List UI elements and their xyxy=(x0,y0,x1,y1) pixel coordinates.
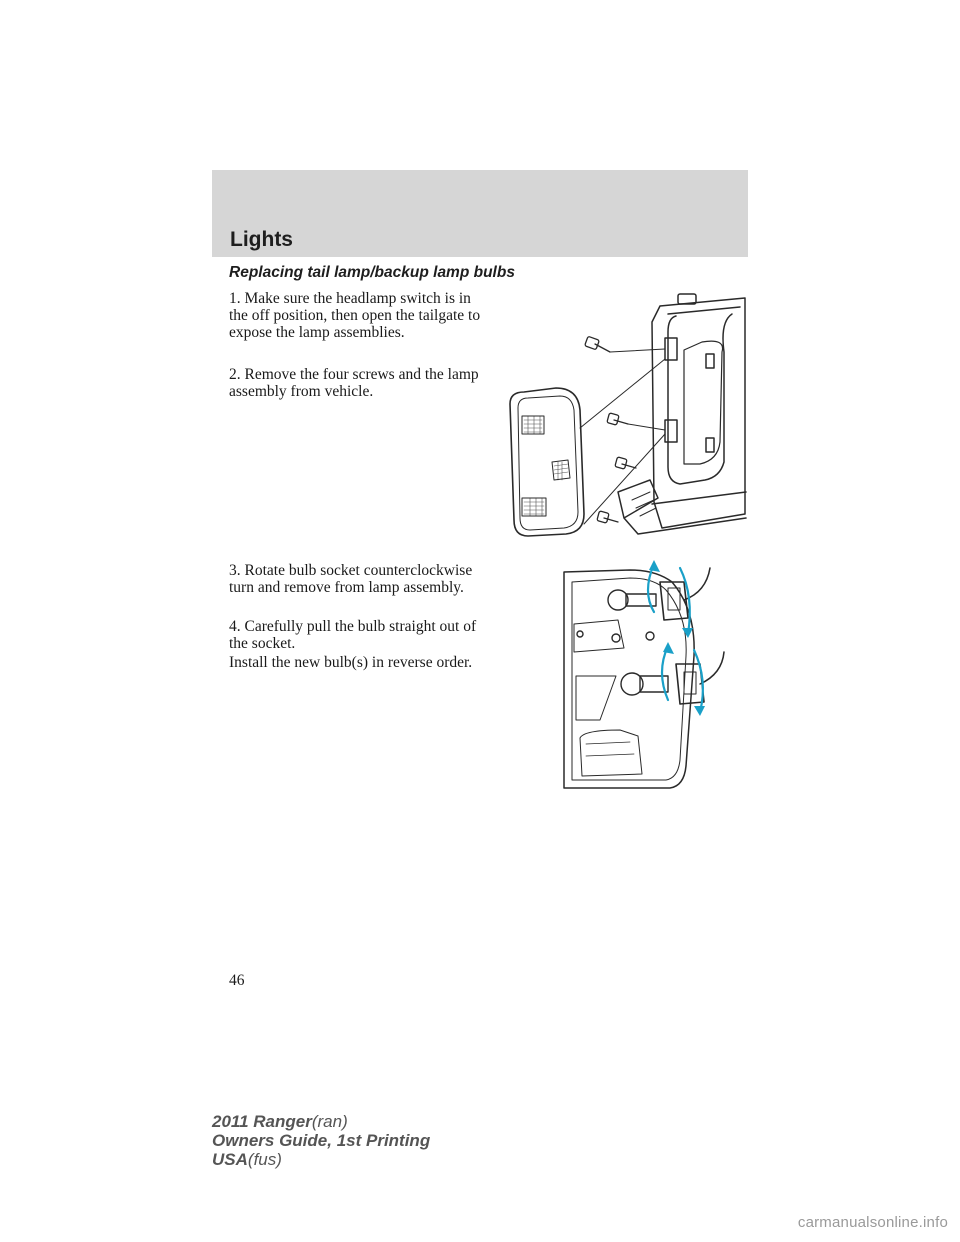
tail-lamp-removal-illustration xyxy=(500,292,750,542)
bulb-socket-rotation-illustration xyxy=(560,560,740,792)
step-4-text: 4. Carefully pull the bulb straight out of the socket. xyxy=(229,618,477,652)
footer-model: 2011 Ranger xyxy=(212,1112,312,1131)
section-title: Replacing tail lamp/backup lamp bulbs xyxy=(229,264,515,281)
step-3-text: 3. Rotate bulb socket counterclockwise turn and remove from lamp assembly. xyxy=(229,562,473,596)
section-header-bar xyxy=(212,170,748,257)
install-instruction-text: Install the new bulb(s) in reverse order. xyxy=(229,654,473,671)
step-1-text: 1. Make sure the headlamp switch is in the off position, then open the tailgate to expose the lamp assemblies. xyxy=(229,290,481,341)
site-watermark: carmanualsonline.info xyxy=(797,1214,948,1231)
footer-guide-edition: Owners Guide, 1st Printing xyxy=(212,1131,431,1150)
footer-model-code: (ran) xyxy=(311,1112,348,1131)
page-number: 46 xyxy=(229,972,245,989)
footer-market-code: (fus) xyxy=(247,1150,282,1169)
step-2-text: 2. Remove the four screws and the lamp assembly from vehicle. xyxy=(229,366,479,400)
chapter-title: Lights xyxy=(230,228,293,251)
document-footer xyxy=(212,1112,430,1169)
footer-market: USA xyxy=(212,1150,248,1169)
